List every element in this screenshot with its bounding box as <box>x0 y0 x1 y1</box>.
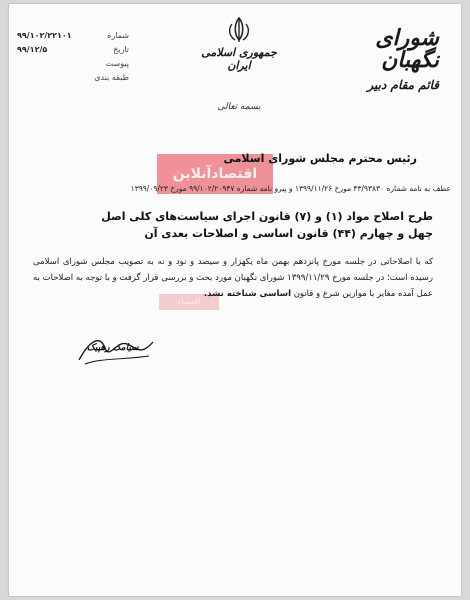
organization-name: شورای نگهبان <box>375 26 439 73</box>
state-emblem-block <box>189 16 289 112</box>
body-main-text: که با اصلاحاتی در جلسه مورخ پانزدهم بهمن ماه یکهزار و سیصد و نود و نه به تصویب مجلس شورای اسلامی رسیده است؛ در جلسه مورخ ۱۳۹۹/۱۱/۲۹ شورای نگهبان مورد بحث و بررسی قرار گرفت و با توجه به اصلاحات به عمل آمده مغایر با موازین شرع و قانون <box>33 257 433 299</box>
reference-number-row <box>17 28 129 42</box>
reference-number-label: شماره <box>107 30 129 40</box>
watermark-lower: اقتصاد <box>159 294 219 310</box>
watermark-banner: اقتصادآنلاین <box>157 154 273 194</box>
attachment-row <box>17 56 129 70</box>
reference-date-label: تاریخ <box>113 44 129 54</box>
reference-number: ۹۹/۱۰۲/۲۲۱۰۱ <box>17 30 72 40</box>
reference-date-row <box>17 42 129 56</box>
organization-letterhead <box>329 28 439 92</box>
letter-page <box>9 4 461 596</box>
classification-row <box>17 70 129 84</box>
letter-body <box>33 254 433 302</box>
classification-label: طبقه بندی <box>94 72 129 82</box>
addressee: رئیس محترم مجلس شورای اسلامی <box>223 152 417 165</box>
subject <box>53 208 433 242</box>
reference-line: عطف به نامه شماره ۴۳/۹۳۸۳۰ مورخ ۱۳۹۹/۱۱/۲۶ و پیرو نامه شماره ۹۹/۱۰۲/۲۰۹۴۷ مورخ ۱۳۹۹/۰۹/۲۳ <box>130 184 451 193</box>
republic-title: جمهوری اسلامی ایران <box>201 46 277 72</box>
organization-subtitle: قائم مقام دبیر <box>367 78 439 92</box>
signature-block <box>71 330 161 370</box>
basmala: بسمه تعالی <box>217 102 261 112</box>
subject-line-2: چهل و چهارم (۴۴) قانون اساسی و اصلاحات بعدی آن <box>144 227 433 240</box>
attachment-label: پیوست <box>105 58 129 68</box>
reference-date: ۹۹/۱۲/۵ <box>17 44 48 54</box>
body-ending-text: اساسی شناخته نشد. <box>203 289 291 299</box>
reference-info <box>17 28 129 84</box>
signer-name: سیامک رهپیک <box>87 343 139 353</box>
subject-line-1: طرح اصلاح مواد (۱) و (۷) قانون اجرای سیاست‌های کلی اصل <box>101 210 433 223</box>
emblem-icon <box>224 16 254 44</box>
